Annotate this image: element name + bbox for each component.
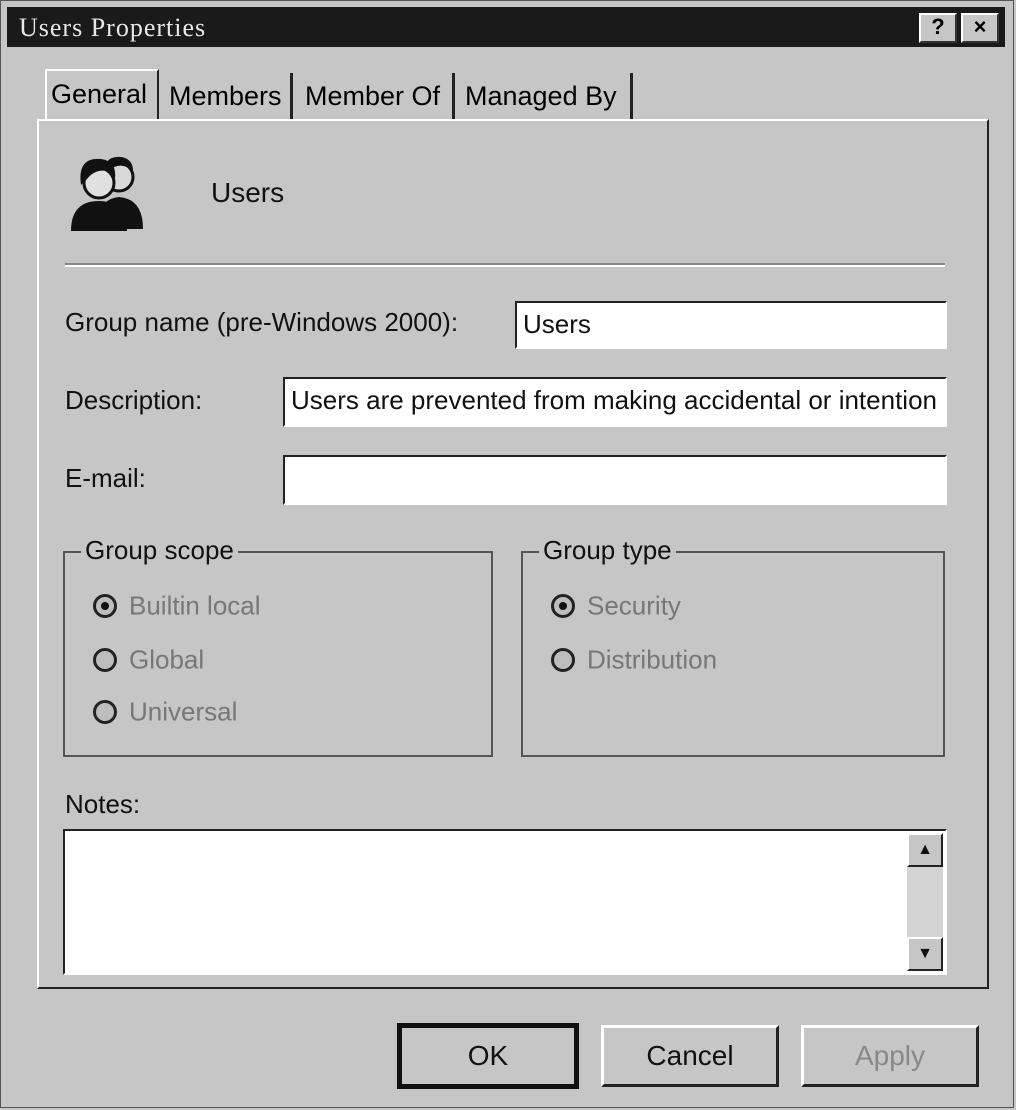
notes-scrollbar[interactable]	[907, 833, 943, 971]
scroll-down-button[interactable]	[907, 937, 943, 971]
group-scope-box	[63, 535, 493, 757]
tab-member-of[interactable]	[301, 73, 455, 119]
scope-builtin-local-label: Builtin local	[129, 590, 261, 621]
scope-universal-label: Universal	[129, 696, 238, 727]
type-distribution-radio[interactable]	[551, 643, 717, 683]
tab-general-label: General	[51, 79, 148, 109]
type-security-radio[interactable]	[551, 589, 681, 629]
group-name-input[interactable]: Users	[515, 301, 947, 349]
help-icon: ?	[931, 14, 945, 39]
group-display-name: Users	[211, 177, 285, 208]
tab-members-label: Members	[169, 81, 282, 111]
ok-button[interactable]: OK	[399, 1025, 577, 1087]
description-label: Description:	[65, 385, 203, 415]
tab-managed-by-label: Managed By	[465, 81, 617, 111]
tab-managed-by[interactable]	[461, 73, 633, 119]
notes-textarea[interactable]	[63, 829, 947, 975]
window-title: Users Properties	[19, 13, 207, 42]
group-type-title: Group type	[539, 535, 676, 566]
title-bar[interactable]	[7, 7, 1005, 47]
notes-label: Notes:	[65, 789, 141, 819]
type-distribution-label: Distribution	[587, 644, 718, 675]
email-input[interactable]	[283, 455, 947, 505]
chevron-up-icon: ▲	[917, 841, 933, 858]
scope-universal-radio[interactable]	[93, 695, 237, 735]
scroll-up-button[interactable]	[907, 833, 943, 867]
users-group-icon	[67, 151, 149, 233]
group-type-box	[521, 535, 945, 757]
cancel-button[interactable]: Cancel	[601, 1025, 779, 1087]
chevron-down-icon: ▼	[917, 945, 933, 962]
description-input[interactable]: Users are prevented from making accidental or intention	[283, 377, 947, 427]
radio-selected-icon	[551, 594, 575, 618]
header-divider	[65, 263, 945, 267]
radio-icon	[93, 648, 117, 672]
radio-selected-icon	[93, 594, 117, 618]
tab-members[interactable]	[165, 73, 293, 119]
tab-general[interactable]	[45, 69, 159, 121]
scope-builtin-local-radio[interactable]	[93, 589, 261, 629]
group-name-label: Group name (pre-Windows 2000):	[65, 307, 459, 337]
tab-member-of-label: Member Of	[305, 81, 441, 111]
help-button[interactable]	[919, 13, 957, 43]
radio-icon	[93, 700, 117, 724]
scope-global-label: Global	[129, 644, 205, 675]
email-label: E-mail:	[65, 463, 146, 493]
close-icon: ×	[973, 14, 987, 39]
radio-icon	[551, 648, 575, 672]
type-security-label: Security	[587, 590, 681, 621]
close-button[interactable]	[961, 13, 999, 43]
group-scope-title: Group scope	[81, 535, 238, 566]
apply-button[interactable]: Apply	[801, 1025, 979, 1087]
scope-global-radio[interactable]	[93, 643, 204, 683]
